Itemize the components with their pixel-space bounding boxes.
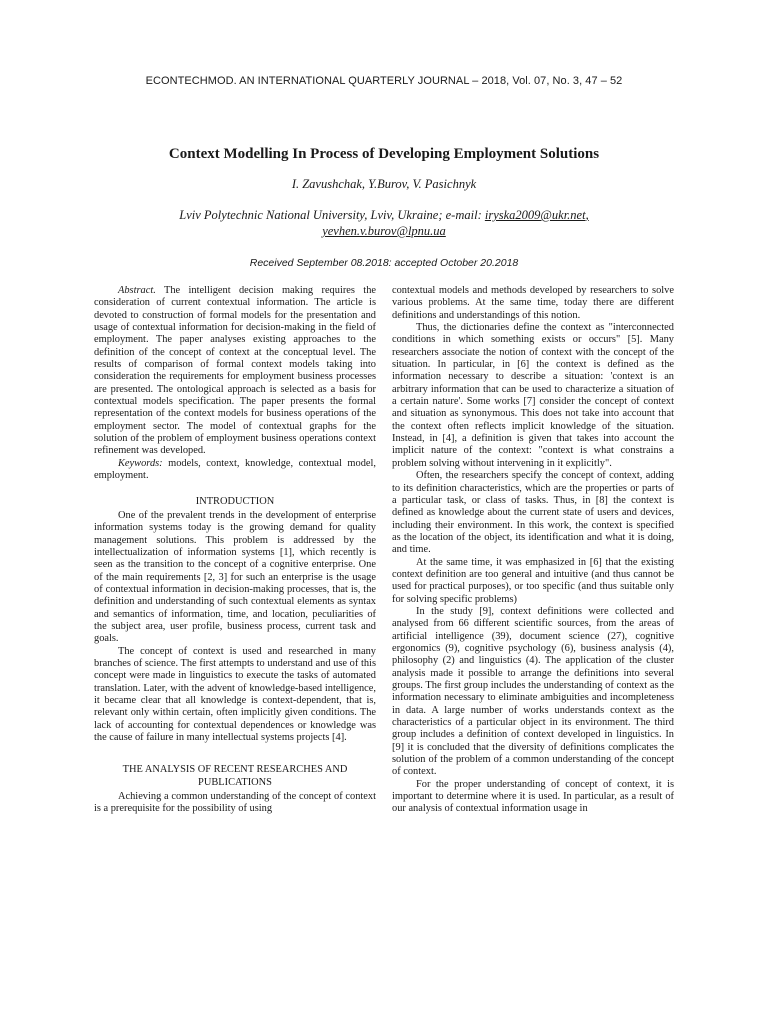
right-paragraph-3: At the same time, it was emphasized in [6] that the existing context definition are too general and intuitive (and thus cannot be used for practical purposes), or too specific (and thus suitable only for solving specific problems): [392, 556, 674, 605]
left-column: [94, 285, 376, 816]
email-link-2[interactable]: yevhen.v.burov@lpnu.ua: [322, 224, 446, 238]
email-link-1[interactable]: iryska2009@ukr.net: [484, 208, 586, 222]
affiliation-text: Lviv Polytechnic National University, Lviv, Ukraine; e-mail:: [179, 208, 485, 222]
analysis-heading: THE ANALYSIS OF RECENT RESEARCHES AND PUBLICATIONS: [122, 764, 348, 788]
right-paragraph-1: Thus, the dictionaries define the context as "interconnected conditions in which something exists or occurs" [5]. Many researchers associate the notion of context with the concept of the situation. In particular, in [6] the context is defined as the information necessary to describe a situation: 'context is an arbitrary information that can be used to characterize a situation of a certain nature'. Some works [7] consider the concept of context and situation as synonymous. This does not take into account that the context often reflects implicit knowledge of the situation. Instead, in [4], a definition is given that takes into account the implicit nature of the context: "context is what constrains a problem solving without intervening in it explicitly".: [392, 322, 674, 469]
authors: I. Zavushchak, Y.Burov, V. Pasichnyk: [291, 177, 477, 191]
abstract-label: Abstract.: [118, 285, 156, 296]
journal-header: ECONTECHMOD. AN INTERNATIONAL QUARTERLY JOURNAL – 2018, Vol. 07, No. 3, 47 – 52: [145, 75, 623, 87]
right-paragraph-4: In the study [9], context definitions were collected and analysed from 66 different scientific sources, from the areas of artificial intelligence (39), document science (27), cognitive ergonomics (9), cognitive psychology (6), business analysis (4), philosophy (2) and linguistics (4). The application of the cluster analysis made it possible to arrange the definitions into several groups. The first group includes the understanding of context as the information necessary to eliminate ambiguities and incompleteness in data. A large number of works understands context as the characteristics of a particular object in its environment. The third group includes a definition of context developed in linguistics. In [9] it is concluded that the diversity of definitions complicates the solution of the problem of a common understanding of the concept of context.: [392, 605, 674, 778]
introduction-paragraph-1: One of the prevalent trends in the development of enterprise information systems today is the growing demand for quality management solutions. This problem is addressed by the intellectualization of information systems [1], which recently is seen as the transition to the concept of a cognitive enterprise. One of the main requirements [2, 3] for such an enterprise is the usage of contextual information in decision-making processes, that is, the definition and understanding of such contextual elements as syntax and semantics of information, time, and location, peculiarities of the subject area, user profile, business process, current task and goals.: [94, 509, 376, 645]
right-paragraph-5: For the proper understanding of concept of context, it is important to determine where it is used. In particular, as a result of our analysis of contextual information usage in: [392, 778, 674, 815]
keywords-text: models, context, knowledge, contextual model, employment.: [94, 457, 376, 482]
right-paragraph-0: contextual models and methods developed by researchers to solve various problems. At the same time, today there are different definitions and understandings of this notion.: [392, 285, 674, 321]
right-paragraph-2: Often, the researchers specify the concept of context, adding to its definition characteristics, which are the properties or parts of a particular task, or class of tasks. Thus, in [8] the context is defined as knowledge about the current state of users and devices, including their environment. In this work, the context is specified as the location of the object, its identification and what it is doing, and time.: [392, 470, 674, 556]
affiliation: [140, 207, 628, 239]
right-column: [392, 285, 674, 816]
keywords: [94, 458, 376, 483]
abstract-text: The intelligent decision making requires the consideration of current contextual information. The article is devoted to construction of formal models for the presentation and usage of contextual information for decision-making in the field of employment. The paper analyses existing approaches to the definition of the concept of context at the conceptual level. The results of comparison of formal context models taking into consideration the requirements for employment business processes are presented. The ontological approach is selected as a basis for contextual models specification. The paper presents the formal representation of the context models for business operations of the employment sector. The model of contextual graphs for the solution of the problem of employment business operations context refinement was developed.: [94, 285, 376, 457]
abstract: [94, 285, 376, 458]
introduction-paragraph-2: The concept of context is used and researched in many branches of science. The first attempts to understand and use of this concept were made in linguistics to execute the tasks of automated translation. Later, with the advent of knowledge-based intelligence, it became clear that all knowledge is context-dependent, that is, relevant only within certain, often implicitly given conditions. The lack of accounting for contextual dependences or knowledge was the cause of failure in many intellectual systems projects [4].: [94, 645, 376, 744]
keywords-label: Keywords:: [118, 457, 163, 469]
introduction-heading: INTRODUCTION: [195, 495, 275, 507]
analysis-paragraph-1: Achieving a common understanding of the concept of context is a prerequisite for the possibility of using: [94, 791, 376, 815]
received-dates: Received September 08.2018: accepted October 20.2018: [249, 257, 519, 269]
email-separator: ,: [585, 208, 589, 222]
paper-title: Context Modelling In Process of Developing Employment Solutions: [168, 146, 600, 162]
